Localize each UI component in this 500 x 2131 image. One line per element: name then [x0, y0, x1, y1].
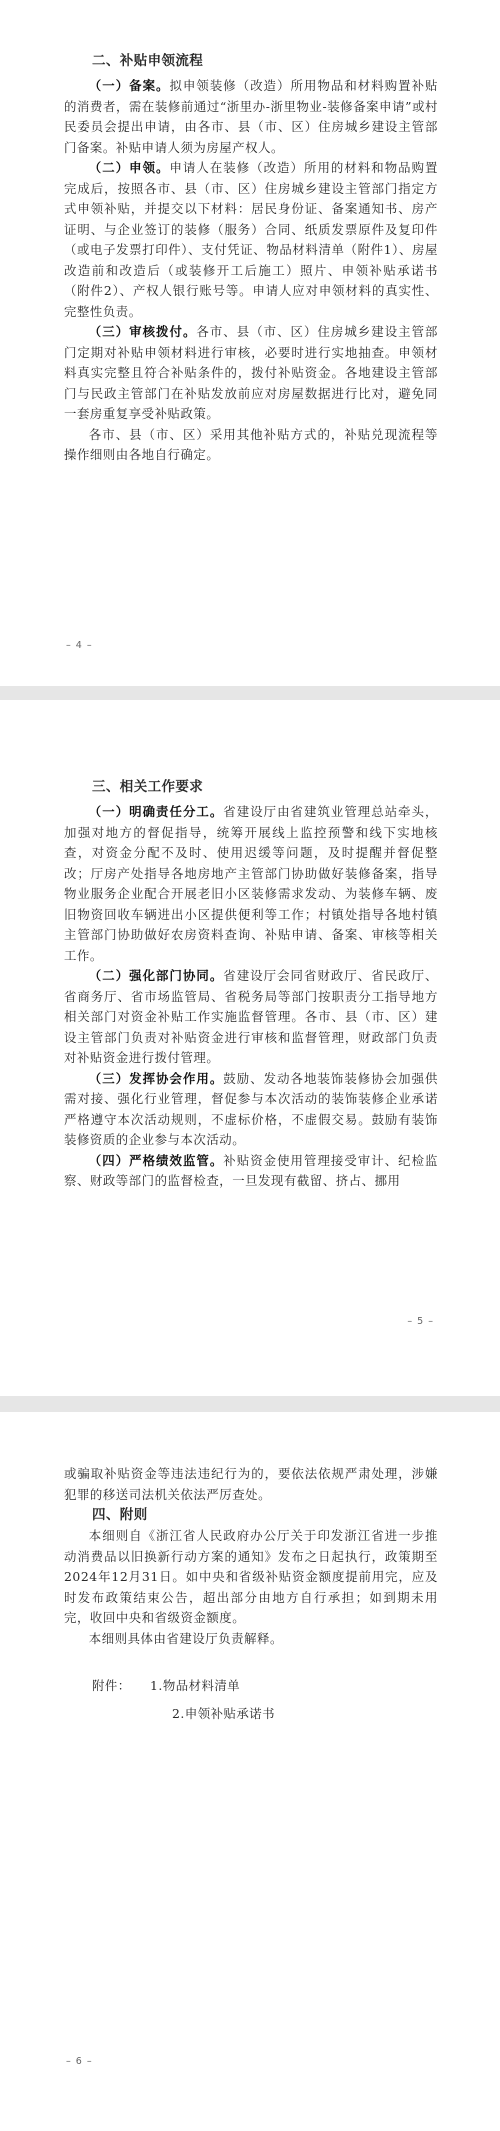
paragraph-interpretation: 本细则具体由省建设厅负责解释。 — [88, 1630, 283, 1646]
paragraph-lead: （四）严格绩效监管。 — [88, 1152, 224, 1168]
paragraph-lead: （二）申领。 — [88, 160, 170, 175]
paragraph-continuation: 或骗取补贴资金等违法违纪行为的，要依法依规严肃处理，涉嫌犯罪的移送司法机关依法严厉查处。 — [64, 1466, 438, 1502]
paragraph-claim — [64, 158, 438, 322]
paragraph-effective-period: 本细则自《浙江省人民政府办公厅关于印发浙江省进一步推动消费品以旧换新行动方案的通知》发布之日起执行，政策期至2024年12月31日。如中央和省级补贴资金额度提前用完，应及时发布政策结束公告，超出部分由地方自行承担；如到期未用完，收回中央和省级资金额度。 — [64, 1528, 438, 1625]
paragraph-performance-supervision — [64, 1151, 438, 1192]
paragraph-text: 鼓励、发动各地装饰装修协会加强供需对接、强化行业管理，督促参与本次活动的装饰装修企业承诺严格遵守本次活动规则，不虚标价格，不虚假交易。鼓励有装饰装修资质的企业参与本次活动。 — [64, 1070, 438, 1147]
paragraph-text: 各市、县（市、区）采用其他补贴方式的，补贴兑现流程等操作细则由各地自行确定。 — [64, 426, 438, 462]
section-heading-application-process: 二、补贴申领流程 — [92, 53, 204, 69]
section-heading-work-requirements: 三、相关工作要求 — [92, 779, 204, 795]
page-number: – 4 – — [66, 640, 93, 651]
paragraph-lead: （三）发挥协会作用。 — [88, 1070, 224, 1086]
paragraph-lead: （一）备案。 — [88, 78, 170, 93]
attachment-list — [64, 1675, 438, 1697]
page-number: – 5 – — [407, 1316, 434, 1327]
paragraph-lead: （三）审核拨付。 — [88, 324, 197, 339]
paragraph-filing — [64, 76, 438, 158]
attachments-label: 附件： — [92, 1678, 131, 1693]
paragraph-text: 申请人在装修（改造）所用的材料和物品购置完成后，按照各市、县（市、区）住房城乡建设主管部门指定方式申领补贴，并提交以下材料：居民身份证、备案通知书、房产证明、与企业签订的装修（服务）合同、纸质发票原件及复印件（或电子发票打印件）、支付凭证、物品材料清单（附件1）、房屋改造前和改造后（或装修开工后施工）照片、申领补贴承诺书（附件2）、产权人银行账号等。申请人应对申领材料的真实性、完整性负责。 — [64, 160, 438, 319]
paragraph-text: 补贴资金使用管理接受审计、纪检监察、财政等部门的监督检查，一旦发现有截留、挤占、挪用 — [64, 1152, 438, 1188]
paragraph-responsibility — [64, 802, 438, 966]
paragraph-text: 省建设厅会同省财政厅、省民政厅、省商务厅、省市场监管局、省税务局等部门按职责分工指导地方相关部门对资金补贴工作实施监督管理。各市、县（市、区）建设主管部门负责对补贴资金进行审核和监督管理，财政部门负责对补贴资金进行拨付管理。 — [64, 968, 438, 1065]
paragraph-text: 省建设厅由省建筑业管理总站牵头，加强对地方的督促指导，统筹开展线上监控预警和线下实地核查，对资金分配不及时、使用迟缓等问题，及时提醒并督促整改；厅房产处指导各地房地产主管部门协助做好装修备案，指导物业服务企业配合开展老旧小区装修需求发动、为装修车辆、废旧物资回收车辆进出小区提供便利等工作；村镇处指导各地村镇主管部门协助做好农房资料查询、补贴申请、备案、审核等相关工作。 — [64, 804, 438, 963]
paragraph-association-role — [64, 1069, 438, 1151]
attachment-item: 1.物品材料清单 — [150, 1678, 241, 1693]
paragraph-coordination — [64, 966, 438, 1069]
document-page-6 — [0, 1412, 500, 2131]
paragraph-review-disburse — [64, 322, 438, 425]
paragraph-other-methods — [64, 425, 438, 466]
paragraph-lead: （一）明确责任分工。 — [88, 804, 224, 819]
document-page-4 — [0, 0, 500, 700]
paragraph-lead: （二）强化部门协同。 — [88, 968, 224, 983]
page-number: – 6 – — [66, 2056, 93, 2067]
attachment-item: 2.申领补贴承诺书 — [172, 1706, 276, 1721]
document-page-5 — [0, 700, 500, 1412]
section-heading-supplementary-provisions: 四、附则 — [92, 1507, 148, 1523]
paragraph-text: 拟申领装修（改造）所用物品和材料购置补贴的消费者，需在装修前通过“浙里办-浙里物业-装修备案申请”或村民委员会提出申请，由各市、县（市、区）住房城乡建设主管部门备案。补贴申请人须为房屋产权人。 — [64, 78, 438, 155]
paragraph-text: 各市、县（市、区）住房城乡建设主管部门定期对补贴申领材料进行审核，必要时进行实地抽查。申领材料真实完整且符合补贴条件的，拨付补贴资金。各地建设主管部门与民政主管部门在补贴发放前应对房屋数据进行比对，避免同一套房重复享受补贴政策。 — [64, 324, 438, 421]
